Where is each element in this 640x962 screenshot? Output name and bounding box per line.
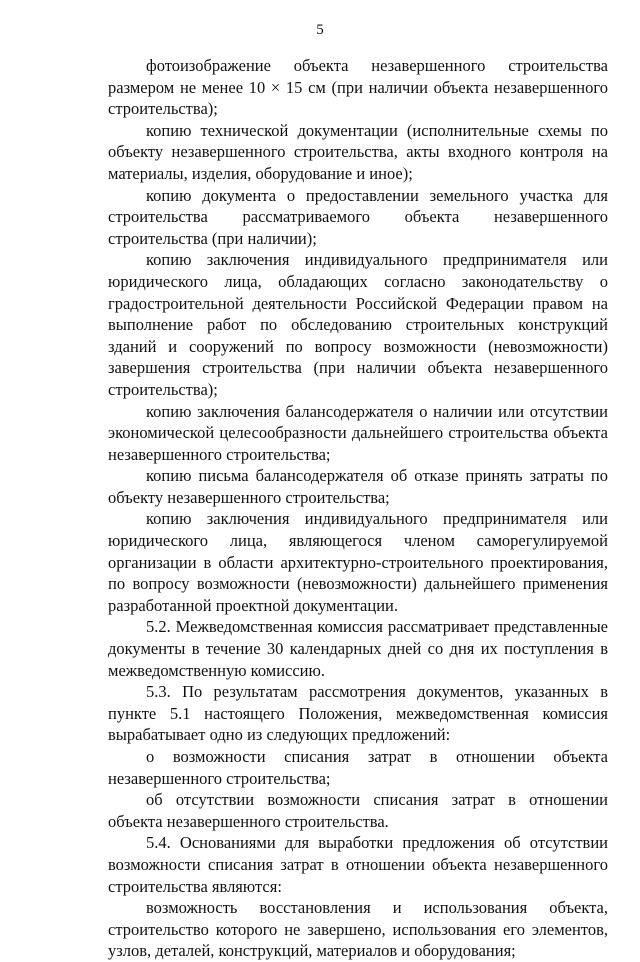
paragraph-economic-feasibility: копию заключения балансодержателя о наличии или отсутствии экономической целесообразности дальнейшего строительства объекта незавершенного строительства; [108,401,608,464]
document-body [108,55,608,962]
paragraph-design-conclusion: копию заключения индивидуального предпринимателя или юридического лица, являющегося членом саморегулируемой организации в области архитектурно-строительного проектирования, по вопросу возможности (невозможности) дальнейшего применения разработанной проектной документации. [108,509,608,615]
paragraph-5-4: 5.4. Основаниями для выработки предложения об отсутствии возможности списания затрат в отношении объекта незавершенного строительства являются: [108,833,608,896]
paragraph-photo: фотоизображение объекта незавершенного строительства размером не менее 10 × 15 см (при наличии объекта незавершенного строительства); [108,56,608,119]
page-number: 5 [316,22,324,38]
paragraph-possibility: о возможности списания затрат в отношении объекта незавершенного строительства; [108,747,608,788]
paragraph-technical-docs: копию технической документации (исполнительные схемы по объекту незавершенного строительства, акты входного контроля на материалы, изделия, оборудование и иное); [108,120,608,183]
paragraph-refusal-letter: копию письма балансодержателя об отказе принять затраты по объекту незавершенного строительства; [108,466,608,507]
paragraph-land-plot: копию документа о предоставлении земельного участка для строительства рассматриваемого объекта незавершенного строительства (при наличии); [108,185,608,248]
paragraph-5-2: 5.2. Межведомственная комиссия рассматривает представленные документы в течение 30 календарных дней со дня их поступления в межведомственную комиссию. [108,617,608,680]
paragraph-no-possibility: об отсутствии возможности списания затрат в отношении объекта незавершенного строительства. [108,790,608,831]
paragraph-5-3: 5.3. По результатам рассмотрения документов, указанных в пункте 5.1 настоящего Положения, межведомственная комиссия вырабатывает одно из следующих предложений: [108,682,608,745]
paragraph-survey-conclusion: копию заключения индивидуального предпринимателя или юридического лица, обладающих согласно законодательству о градостроительной деятельности Российской Федерации правом на выполнение работ по обследованию строительных конструкций зданий и сооружений по вопросу возможности (невозможности) завершения строительства (при наличии объекта незавершенного строительства); [108,250,608,399]
paragraph-restoration: возможность восстановления и использования объекта, строительство которого не завершено, использования его элементов, узлов, деталей, конструкций, материалов и оборудования; [108,898,608,961]
